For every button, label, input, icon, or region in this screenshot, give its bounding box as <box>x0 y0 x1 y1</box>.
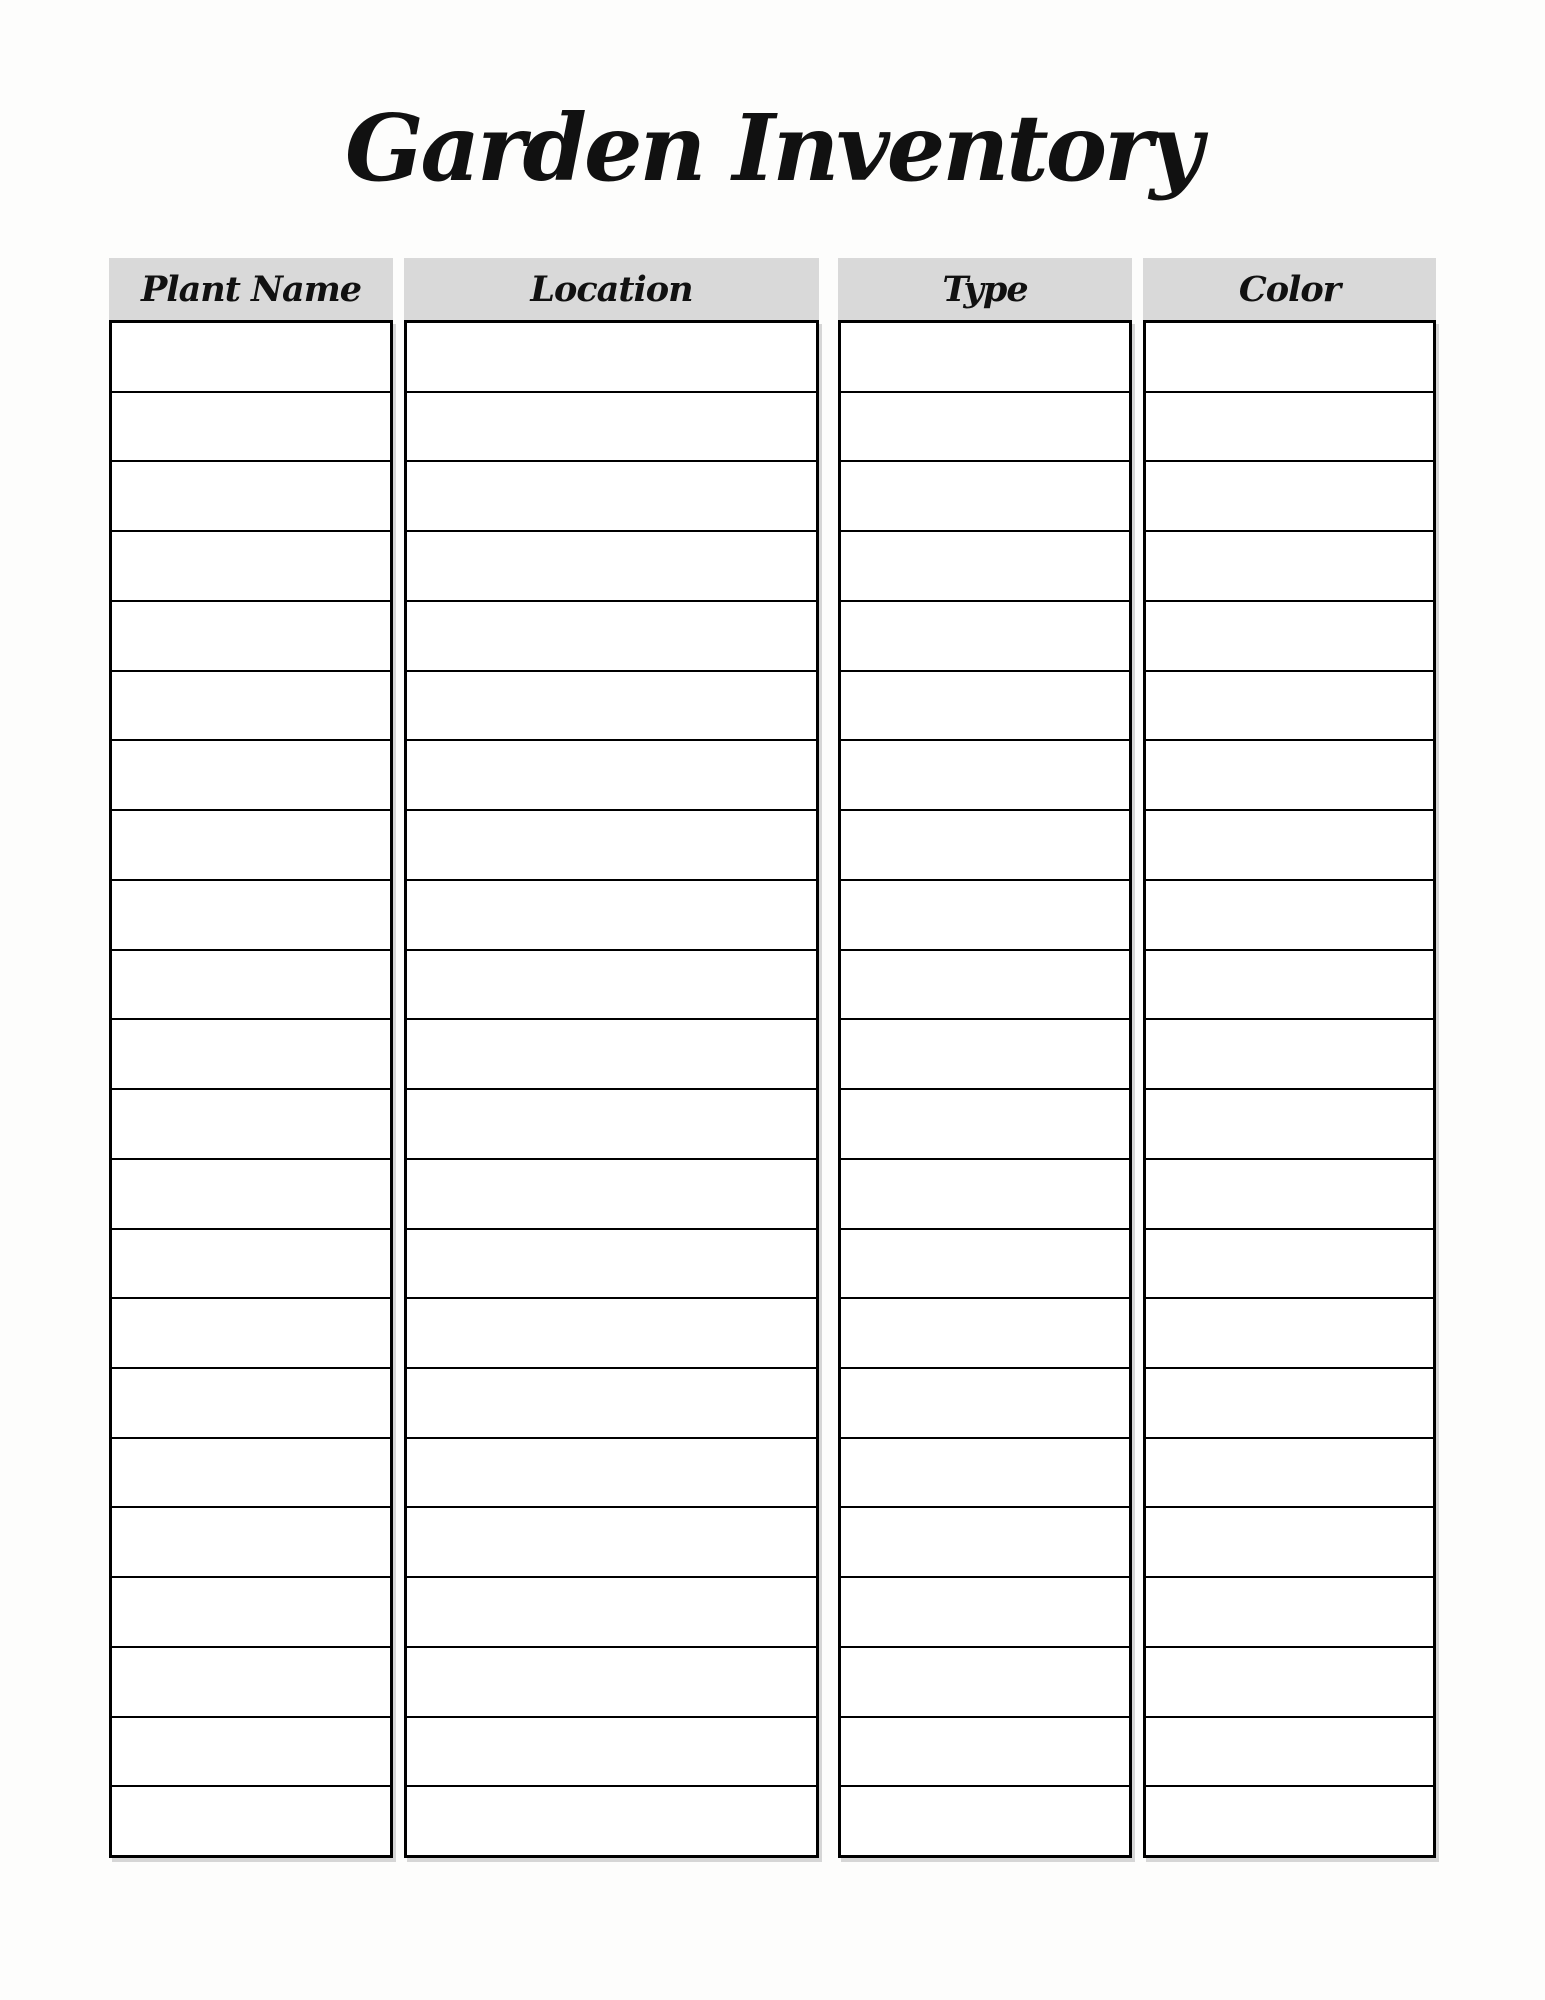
table-cell-empty <box>1146 951 1433 1021</box>
table-cell-empty <box>112 1648 390 1718</box>
column-location <box>404 258 819 1858</box>
table-cell-empty <box>1146 1718 1433 1788</box>
table-cell-empty <box>1146 1369 1433 1439</box>
table-cell-empty <box>112 1090 390 1160</box>
column-header-plant-name <box>109 258 393 320</box>
column-header-label: Color <box>1238 268 1341 310</box>
table-cell-empty <box>407 393 816 463</box>
table-cell-empty <box>1146 1299 1433 1369</box>
column-body-plant-name <box>109 320 393 1858</box>
table-cell-empty <box>841 881 1129 951</box>
table-cell-empty <box>112 1439 390 1509</box>
table-cell-empty <box>1146 1230 1433 1300</box>
table-cell-empty <box>1146 532 1433 602</box>
table-cell-empty <box>841 951 1129 1021</box>
table-cell-empty <box>112 602 390 672</box>
table-cell-empty <box>841 1648 1129 1718</box>
column-header-location <box>404 258 819 320</box>
column-color <box>1143 258 1436 1858</box>
table-cell-empty <box>112 1160 390 1230</box>
table-cell-empty <box>112 1299 390 1369</box>
table-cell-empty <box>841 1369 1129 1439</box>
table-cell-empty <box>407 1787 816 1855</box>
table-cell-empty <box>1146 1090 1433 1160</box>
column-header-label: Type <box>942 268 1028 310</box>
table-cell-empty <box>1146 1160 1433 1230</box>
table-cell-empty <box>112 1718 390 1788</box>
column-header-type <box>838 258 1132 320</box>
table-cell-empty <box>841 1787 1129 1855</box>
table-cell-empty <box>1146 672 1433 742</box>
table-cell-empty <box>1146 1508 1433 1578</box>
table-cell-empty <box>112 1020 390 1090</box>
table-cell-empty <box>841 532 1129 602</box>
table-cell-empty <box>112 881 390 951</box>
table-cell-empty <box>407 1578 816 1648</box>
table-cell-empty <box>112 532 390 602</box>
table-cell-empty <box>407 1718 816 1788</box>
column-body-type <box>838 320 1132 1858</box>
table-cell-empty <box>407 532 816 602</box>
table-cell-empty <box>407 323 816 393</box>
table-cell-empty <box>1146 1578 1433 1648</box>
table-cell-empty <box>407 951 816 1021</box>
table-cell-empty <box>841 393 1129 463</box>
table-cell-empty <box>841 1020 1129 1090</box>
table-cell-empty <box>841 1439 1129 1509</box>
table-cell-empty <box>407 811 816 881</box>
table-cell-empty <box>407 1299 816 1369</box>
table-cell-empty <box>407 1648 816 1718</box>
table-cell-empty <box>112 1230 390 1300</box>
column-type <box>838 258 1132 1858</box>
table-cell-empty <box>407 462 816 532</box>
table-cell-empty <box>407 672 816 742</box>
table-cell-empty <box>841 602 1129 672</box>
table-cell-empty <box>407 741 816 811</box>
column-header-color <box>1143 258 1436 320</box>
table-cell-empty <box>112 951 390 1021</box>
table-cell-empty <box>407 1439 816 1509</box>
column-header-label: Plant Name <box>140 268 362 310</box>
table-cell-empty <box>112 1787 390 1855</box>
table-cell-empty <box>1146 1787 1433 1855</box>
table-cell-empty <box>112 741 390 811</box>
table-cell-empty <box>841 1160 1129 1230</box>
table-cell-empty <box>112 393 390 463</box>
table-cell-empty <box>1146 881 1433 951</box>
table-cell-empty <box>1146 393 1433 463</box>
table-cell-empty <box>1146 462 1433 532</box>
table-cell-empty <box>112 811 390 881</box>
table-cell-empty <box>407 1369 816 1439</box>
table-cell-empty <box>841 1718 1129 1788</box>
column-header-label: Location <box>530 268 693 310</box>
table-cell-empty <box>841 323 1129 393</box>
table-cell-empty <box>841 1230 1129 1300</box>
table-cell-empty <box>841 1578 1129 1648</box>
column-body-color <box>1143 320 1436 1858</box>
column-body-location <box>404 320 819 1858</box>
table-cell-empty <box>841 672 1129 742</box>
table-cell-empty <box>1146 811 1433 881</box>
table-cell-empty <box>407 602 816 672</box>
table-cell-empty <box>407 1508 816 1578</box>
table-cell-empty <box>1146 741 1433 811</box>
table-cell-empty <box>841 1090 1129 1160</box>
table-cell-empty <box>112 1578 390 1648</box>
table-cell-empty <box>112 1369 390 1439</box>
table-cell-empty <box>112 1508 390 1578</box>
table-cell-empty <box>841 462 1129 532</box>
table-cell-empty <box>1146 1020 1433 1090</box>
table-cell-empty <box>841 1508 1129 1578</box>
column-plant-name <box>109 258 393 1858</box>
table-cell-empty <box>407 1230 816 1300</box>
table-cell-empty <box>841 811 1129 881</box>
table-cell-empty <box>841 1299 1129 1369</box>
table-cell-empty <box>1146 602 1433 672</box>
page-title: Garden Inventory <box>344 94 1201 202</box>
table-cell-empty <box>112 323 390 393</box>
table-cell-empty <box>1146 1439 1433 1509</box>
table-cell-empty <box>407 1090 816 1160</box>
table-cell-empty <box>1146 323 1433 393</box>
table-cell-empty <box>407 881 816 951</box>
table-cell-empty <box>841 741 1129 811</box>
table-cell-empty <box>112 672 390 742</box>
table-cell-empty <box>1146 1648 1433 1718</box>
table-cell-empty <box>112 462 390 532</box>
table-cell-empty <box>407 1020 816 1090</box>
table-cell-empty <box>407 1160 816 1230</box>
